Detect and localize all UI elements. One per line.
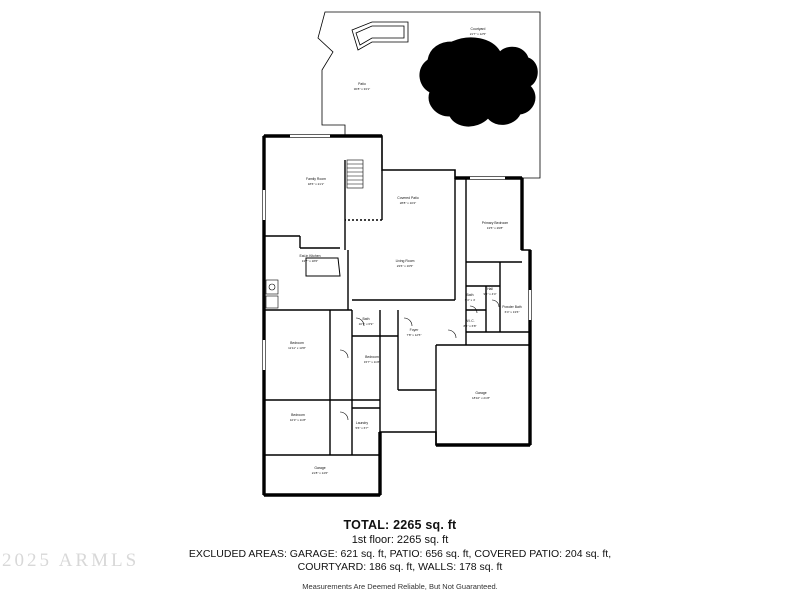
room-label-bath-left: Bath	[362, 317, 370, 321]
room-dim-patio: 30'8" x 33'1"	[353, 87, 371, 91]
room-dim-laundry: 5'6" x 6'7"	[355, 426, 369, 430]
pool-shape	[420, 38, 537, 126]
watermark-text: 2025 ARMLS	[2, 550, 140, 571]
room-label-wic: W.I.C.	[465, 319, 475, 323]
room-label-primary-bedroom: Primary Bedroom	[481, 221, 509, 225]
room-label-laundry: Laundry	[355, 421, 369, 425]
room-label-eat-in-kitchen: Eat-in Kitchen	[299, 254, 321, 258]
room-dim-bedroom-1: 11'11" x 13'8"	[288, 346, 306, 350]
room-label-patio: Patio	[358, 82, 366, 86]
room-dim-eat-in-kitchen: 13'7" x 18'6"	[301, 259, 319, 263]
room-label-powder-bath: Powder Bath	[502, 305, 522, 309]
house-outline	[264, 136, 530, 495]
room-dim-garage-bottom: 21'8" x 14'6"	[311, 471, 329, 475]
disclaimer-text: Measurements Are Deemed Reliable, But Not Guaranteed.	[302, 582, 498, 591]
room-label-garage-right: Garage	[475, 391, 487, 395]
room-dim-bath-small: 5'4" x 4'	[464, 298, 476, 302]
excluded-areas-line-1: EXCLUDED AREAS: GARAGE: 621 sq. ft, PATIO: 656 sq. ft, COVERED PATIO: 204 sq. ft,	[188, 548, 612, 560]
room-dim-wic: 8'4" x 6'8"	[463, 324, 477, 328]
room-dim-courtyard: 21'7" x 12'5"	[469, 32, 487, 36]
room-label-hall: Hall	[487, 287, 493, 291]
room-label-living-room: Living Room	[395, 259, 415, 263]
room-label-bedroom-2: Bedroom	[365, 355, 379, 359]
first-floor-area-text: 1st floor: 2265 sq. ft	[351, 534, 449, 546]
room-label-family-room: Family Room	[306, 177, 326, 181]
room-label-bedroom-3: Bedroom	[291, 413, 305, 417]
area-summary	[0, 518, 800, 599]
room-dim-primary-bedroom: 13'5" x 29'8"	[486, 226, 504, 230]
total-area-text: TOTAL: 2265 sq. ft	[343, 518, 457, 532]
room-dim-bedroom-3: 10'3" x 11'8"	[289, 418, 307, 422]
room-label-garage-bottom: Garage	[314, 466, 326, 470]
room-label-covered-patio: Covered Patio	[397, 196, 419, 200]
room-dim-powder-bath: 6'4" x 13'6"	[504, 310, 520, 314]
room-label-bath-small: Bath	[466, 293, 474, 297]
room-dim-bedroom-2: 15'7" x 11'8"	[363, 360, 381, 364]
room-label-foyer: Foyer	[409, 328, 419, 332]
room-dim-bath-left: 10'7" x 6'9"	[358, 322, 374, 326]
room-dim-foyer: 7'8" x 12'5"	[406, 333, 422, 337]
excluded-areas-line-2: COURTYARD: 186 sq. ft, WALLS: 178 sq. ft	[297, 561, 503, 573]
room-dim-family-room: 18'6" x 21'1"	[307, 182, 325, 186]
room-dim-living-room: 23'6" x 16'5"	[396, 264, 414, 268]
room-label-bedroom-1: Bedroom	[290, 341, 304, 345]
room-dim-hall: 9'4" x 4'4"	[483, 292, 497, 296]
room-dim-garage-right: 18'10" x 21'8"	[471, 396, 491, 400]
room-label-courtyard: Courtyard	[470, 27, 486, 31]
room-dim-covered-patio: 28'8" x 10'2"	[399, 201, 417, 205]
